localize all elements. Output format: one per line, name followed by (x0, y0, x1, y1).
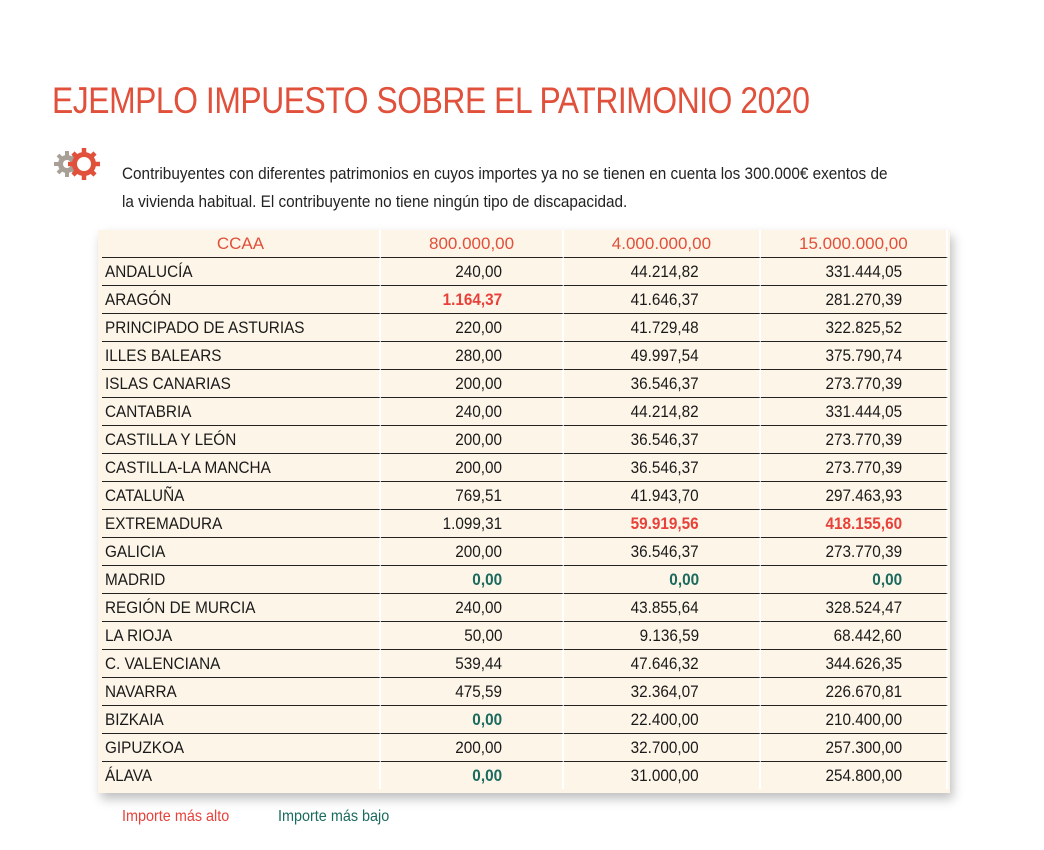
region-name (102, 566, 381, 594)
tax-value-text: 375.790,74 (825, 345, 902, 365)
table-row (102, 650, 948, 678)
table-row (102, 314, 948, 342)
tax-value (761, 482, 948, 510)
tax-value-text: 226.670,81 (825, 681, 902, 701)
tax-value (564, 398, 761, 426)
tax-value-text: 273.770,39 (825, 429, 902, 449)
tax-value (381, 398, 564, 426)
tax-value (381, 650, 564, 678)
tax-value (381, 510, 564, 538)
table-row (102, 258, 948, 286)
region-name (102, 734, 381, 762)
intro-text (122, 160, 888, 216)
region-name-text: CANTABRIA (105, 401, 192, 421)
region-name (102, 370, 381, 398)
tax-value-text: 331.444,05 (825, 261, 902, 281)
table-header-row (102, 230, 948, 258)
tax-value-text: 240,00 (455, 597, 503, 617)
tax-value-text: 1.164,37 (442, 289, 503, 309)
region-name (102, 454, 381, 482)
tax-value-text: 0,00 (472, 569, 503, 589)
tax-value-text: 769,51 (455, 485, 503, 505)
tax-value (564, 622, 761, 650)
region-name (102, 426, 381, 454)
region-name-text: ILLES BALEARS (105, 345, 222, 365)
tax-value (564, 454, 761, 482)
tax-value (761, 398, 948, 426)
tax-value (761, 706, 948, 734)
tax-value-text: 273.770,39 (825, 457, 902, 477)
tax-value (381, 454, 564, 482)
tax-value-text: 0,00 (872, 569, 902, 589)
tax-value-text: 44.214,82 (630, 401, 699, 421)
region-name-text: GIPUZKOA (105, 737, 185, 757)
tax-value (564, 286, 761, 314)
region-name (102, 398, 381, 426)
tax-value (564, 426, 761, 454)
tax-value (761, 426, 948, 454)
tax-value-text: 273.770,39 (825, 541, 902, 561)
tax-value-text: 539,44 (455, 653, 503, 673)
tax-value (381, 622, 564, 650)
region-name (102, 678, 381, 706)
tax-value-text: 59.919,56 (630, 513, 699, 533)
table-row (102, 454, 948, 482)
tax-value-text: 0,00 (472, 709, 503, 729)
region-name (102, 510, 381, 538)
region-name (102, 706, 381, 734)
tax-value (564, 510, 761, 538)
region-name-text: ARAGÓN (105, 289, 172, 309)
tax-value-text: 49.997,54 (630, 345, 699, 365)
tax-value-text: 43.855,64 (630, 597, 699, 617)
tax-value-text: 36.546,37 (630, 429, 699, 449)
table-row (102, 482, 948, 510)
table-row (102, 398, 948, 426)
tax-value-text: 273.770,39 (825, 373, 902, 393)
tax-value (564, 734, 761, 762)
tax-value-text: 254.800,00 (825, 765, 902, 785)
tax-value (761, 622, 948, 650)
tax-value (564, 678, 761, 706)
region-name-text: EXTREMADURA (105, 513, 223, 533)
tax-value-text: 280,00 (455, 345, 503, 365)
tax-value (564, 594, 761, 622)
tax-value (381, 482, 564, 510)
region-name (102, 342, 381, 370)
region-name-text: REGIÓN DE MURCIA (105, 597, 256, 617)
tax-value (564, 342, 761, 370)
tax-value (564, 314, 761, 342)
region-name-text: MADRID (105, 569, 166, 589)
intro-line: Contribuyentes con diferentes patrimonios en cuyos importes ya no se tienen en cuenta los 300.000€ exentos de (122, 164, 888, 183)
tax-value (761, 510, 948, 538)
region-name-text: CATALUÑA (105, 485, 185, 505)
tax-value-text: 344.626,35 (825, 653, 902, 673)
tax-table (102, 230, 948, 789)
tax-value-text: 36.546,37 (630, 541, 699, 561)
tax-value-text: 322.825,52 (825, 317, 902, 337)
tax-value (381, 678, 564, 706)
tax-value (381, 538, 564, 566)
tax-value-text: 200,00 (455, 457, 503, 477)
tax-value-text: 36.546,37 (630, 457, 699, 477)
tax-value-text: 475,59 (455, 681, 503, 701)
tax-value (564, 706, 761, 734)
tax-value-text: 32.700,00 (630, 737, 699, 757)
table-row (102, 342, 948, 370)
tax-value (564, 482, 761, 510)
region-name (102, 650, 381, 678)
tax-value (381, 258, 564, 286)
tax-value (761, 454, 948, 482)
tax-value-text: 36.546,37 (630, 373, 699, 393)
region-name-text: ÁLAVA (105, 765, 153, 785)
tax-value (381, 706, 564, 734)
region-name (102, 482, 381, 510)
tax-value (564, 650, 761, 678)
region-name-text: C. VALENCIANA (105, 653, 221, 673)
tax-value (564, 538, 761, 566)
region-name-text: NAVARRA (105, 681, 177, 701)
table-row (102, 426, 948, 454)
region-name (102, 286, 381, 314)
gear-icon (52, 146, 102, 182)
tax-value-text: 32.364,07 (630, 681, 699, 701)
tax-value-text: 47.646,32 (630, 653, 699, 673)
region-name-text: CASTILLA Y LEÓN (105, 429, 237, 449)
tax-value-text: 41.729,48 (630, 317, 699, 337)
region-name-text: BIZKAIA (105, 709, 164, 729)
table-row (102, 706, 948, 734)
page-title: EJEMPLO IMPUESTO SOBRE EL PATRIMONIO 2020 (52, 80, 810, 121)
tax-value-text: 200,00 (455, 541, 503, 561)
tax-value-text: 68.442,60 (833, 625, 902, 645)
tax-value-text: 240,00 (455, 401, 503, 421)
region-name-text: CASTILLA-LA MANCHA (105, 457, 271, 477)
table-row (102, 734, 948, 762)
intro-line: la vivienda habitual. El contribuyente no tiene ningún tipo de discapacidad. (122, 192, 628, 211)
region-name-text: LA RIOJA (105, 625, 173, 645)
tax-value-text: 200,00 (455, 429, 503, 449)
tax-value (761, 734, 948, 762)
table-row (102, 286, 948, 314)
region-name (102, 622, 381, 650)
tax-value-text: 41.646,37 (630, 289, 699, 309)
header-ccaa: CCAA (102, 230, 381, 258)
header-4m: 4.000.000,00 (564, 230, 761, 258)
region-name-text: ANDALUCÍA (105, 261, 193, 281)
tax-value-text: 0,00 (472, 765, 503, 785)
tax-value-text: 9.136,59 (639, 625, 699, 645)
tax-value-text: 0,00 (668, 569, 699, 589)
tax-value-text: 22.400,00 (630, 709, 699, 729)
table-row (102, 762, 948, 789)
tax-value (381, 594, 564, 622)
tax-value (381, 734, 564, 762)
tax-value (381, 566, 564, 594)
tax-value (381, 286, 564, 314)
tax-value-text: 331.444,05 (825, 401, 902, 421)
tax-table-container (98, 230, 950, 793)
tax-value-text: 200,00 (455, 737, 503, 757)
tax-value (761, 342, 948, 370)
region-name (102, 258, 381, 286)
table-row (102, 510, 948, 538)
tax-value (761, 594, 948, 622)
region-name-text: GALICIA (105, 541, 166, 561)
legend-low: Importe más bajo (278, 808, 390, 825)
header-800k: 800.000,00 (381, 230, 564, 258)
tax-value (761, 258, 948, 286)
table-row (102, 594, 948, 622)
table-row (102, 538, 948, 566)
tax-value-text: 31.000,00 (630, 765, 699, 785)
region-name (102, 594, 381, 622)
tax-value (761, 286, 948, 314)
region-name (102, 538, 381, 566)
tax-value-text: 50,00 (463, 625, 503, 645)
region-name (102, 762, 381, 789)
table-row (102, 678, 948, 706)
tax-value (761, 314, 948, 342)
tax-value-text: 44.214,82 (630, 261, 699, 281)
tax-value (564, 370, 761, 398)
tax-value-text: 200,00 (455, 373, 503, 393)
tax-value (381, 370, 564, 398)
tax-value-text: 418.155,60 (825, 513, 902, 533)
tax-value (381, 762, 564, 789)
tax-value (564, 566, 761, 594)
tax-value-text: 210.400,00 (825, 709, 902, 729)
region-name (102, 314, 381, 342)
header-15m: 15.000.000,00 (761, 230, 948, 258)
tax-value-text: 240,00 (455, 261, 503, 281)
tax-value-text: 1.099,31 (442, 513, 503, 533)
tax-value-text: 328.524,47 (825, 597, 902, 617)
region-name-text: PRINCIPADO DE ASTURIAS (105, 317, 305, 337)
tax-value (761, 370, 948, 398)
tax-value (761, 650, 948, 678)
legend-high: Importe más alto (122, 808, 230, 825)
tax-value (381, 342, 564, 370)
tax-value (564, 762, 761, 789)
tax-value (381, 314, 564, 342)
tax-value-text: 220,00 (455, 317, 503, 337)
tax-value-text: 297.463,93 (825, 485, 902, 505)
table-row (102, 566, 948, 594)
tax-value (761, 566, 948, 594)
tax-value-text: 257.300,00 (825, 737, 902, 757)
region-name-text: ISLAS CANARIAS (105, 373, 231, 393)
tax-value (761, 762, 948, 789)
tax-value (564, 258, 761, 286)
table-row (102, 370, 948, 398)
tax-value (761, 538, 948, 566)
tax-value (761, 678, 948, 706)
tax-value (381, 426, 564, 454)
tax-value-text: 41.943,70 (630, 485, 699, 505)
tax-value-text: 281.270,39 (825, 289, 902, 309)
table-row (102, 622, 948, 650)
